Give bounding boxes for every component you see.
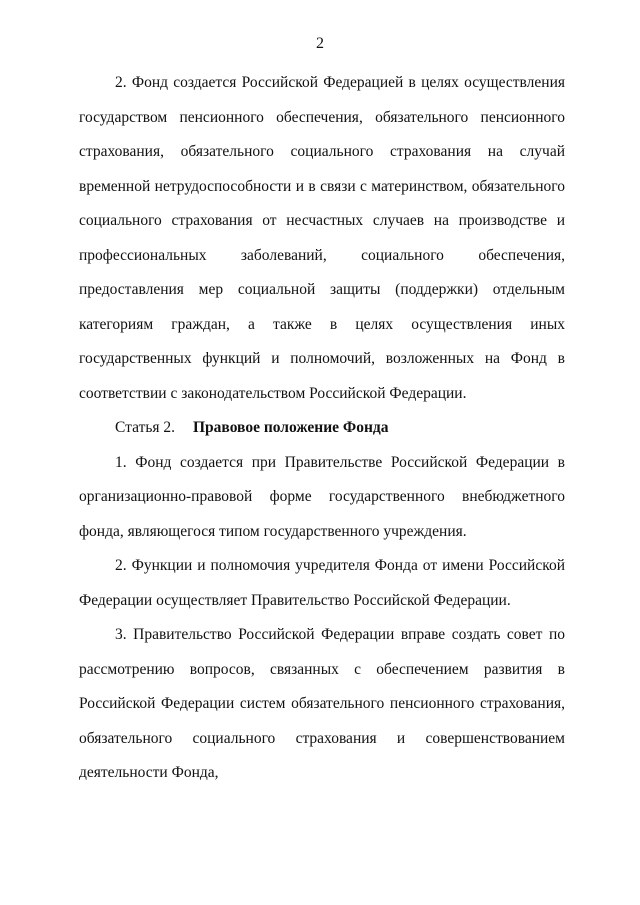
- article-title: Правовое положение Фонда: [193, 419, 389, 436]
- document-body: [79, 66, 565, 791]
- paragraph-fund-creation: 1. Фонд создается при Правительстве Российской Федерации в организационно-правовой форме государственного внебюджетного фонда, являющегося типом государственного учреждения.: [79, 453, 565, 540]
- paragraph-fund-purpose: 2. Фонд создается Российской Федерацией в целях осуществления государством пенсионного обеспечения, обязательного пенсионного страхования, обязательного социального страхования на случай временной нетрудоспособности и в связи с материнством, обязательного социального страхования от несчастных случаев на производстве и профессиональных заболеваний, социального обеспечения, предоставления мер социальной защиты (поддержки) отдельным категориям граждан, а также в целях осуществления иных государственных функций и полномочий, возложенных на Фонд в соответствии с законодательством Российской Федерации.: [79, 74, 565, 402]
- paragraph-council: 3. Правительство Российской Федерации вправе создать совет по рассмотрению вопросов, связанных с обеспечением развития в Российской Федерации систем обязательного пенсионного страхования, обязательного социального страхования и совершенствованием деятельности Фонда,: [79, 626, 565, 781]
- article-number: Статья 2.: [115, 419, 176, 436]
- paragraph-founder-functions: 2. Функции и полномочия учредителя Фонда от имени Российской Федерации осуществляет Правительство Российской Федерации.: [79, 557, 565, 609]
- article-heading: [79, 411, 565, 446]
- page-number: 2: [316, 35, 324, 52]
